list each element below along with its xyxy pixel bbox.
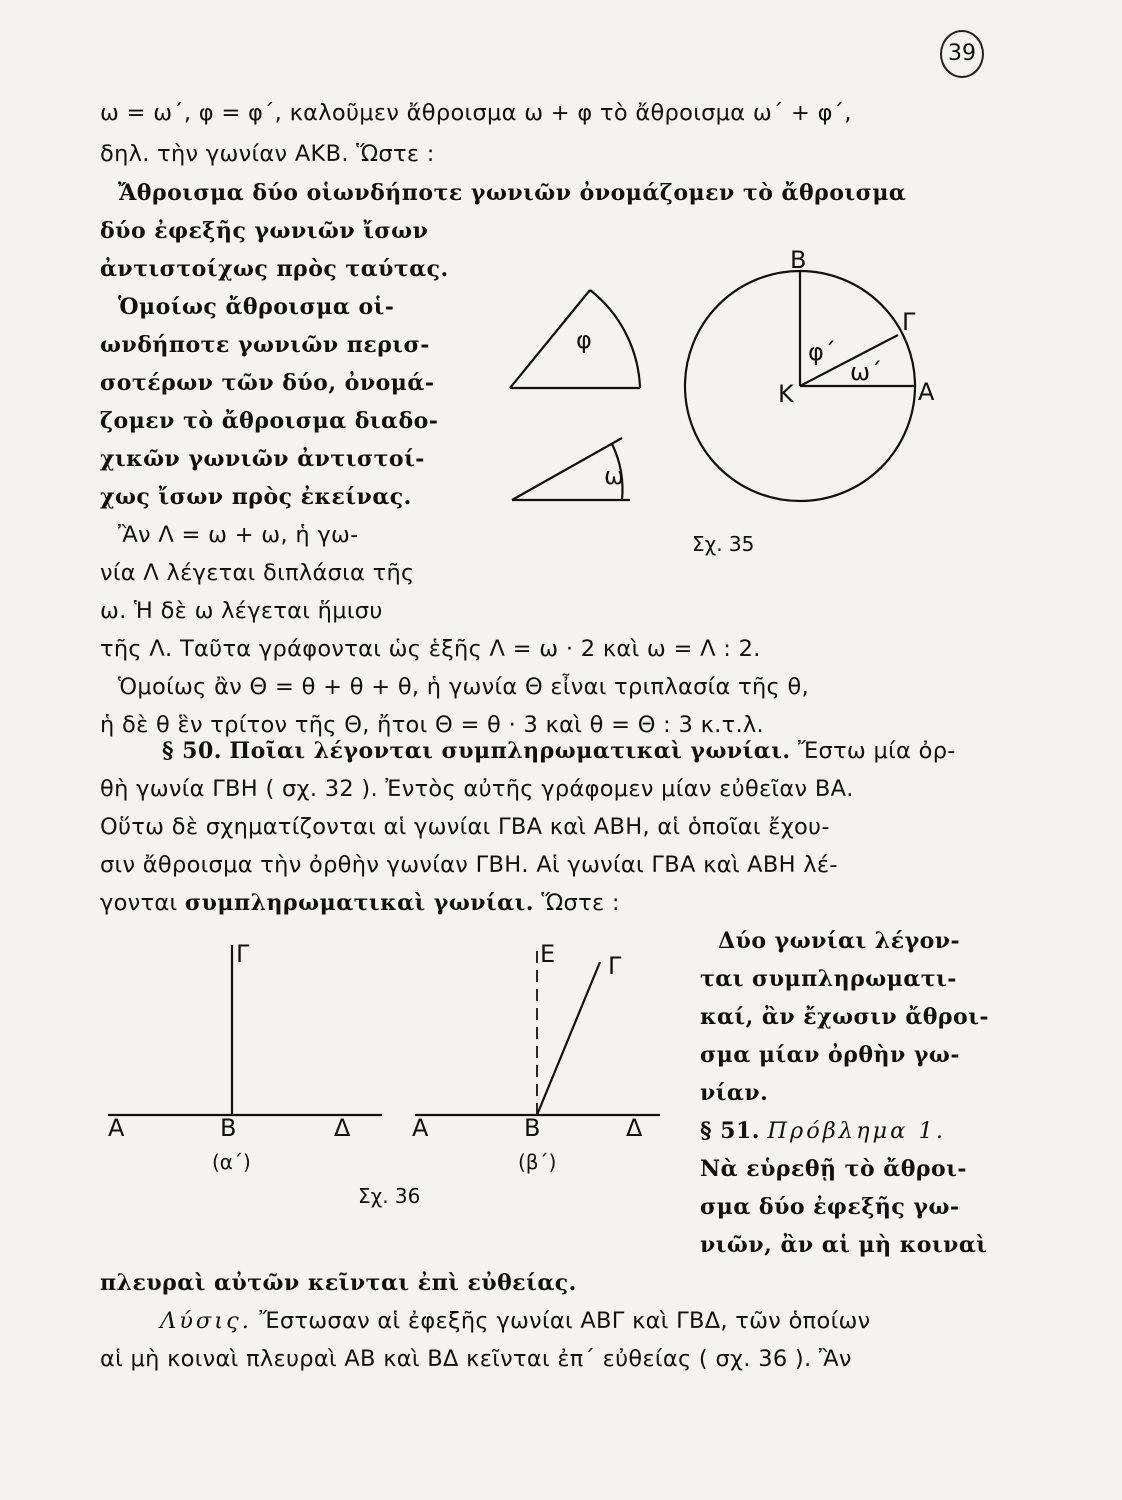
body-text: Ὥστε : <box>541 890 620 916</box>
solution-line: αἱ μὴ κοιναὶ πλευραὶ ΑΒ καὶ ΒΔ κεῖνται ἐπ΄ εὐθείας ( σχ. 36 ). Ἂν <box>100 1346 852 1372</box>
label-phi: φ <box>576 326 592 354</box>
body-line: Οὕτω δὲ σχηματίζονται αἱ γωνίαι ΓΒΑ καὶ ΑΒΗ, αἱ ὁποῖαι ἔχου- <box>100 814 830 840</box>
problem-line: σμα δύο ἐφεξῆς γω- <box>700 1194 960 1220</box>
fig36b-line-BG <box>537 962 600 1115</box>
phi-angle-arc <box>590 290 640 388</box>
definition-line: Ἄθροισμα δύο οἱωνδήποτε γωνιῶν ὀνομάζομεν τὸ ἄθροισμα <box>118 180 907 206</box>
fig36a-label-A: Α <box>108 1114 125 1142</box>
fig36b-label-B: Β <box>524 1114 541 1142</box>
section-title: Ποῖαι λέγονται συμπληρωματικαὶ γωνίαι. <box>229 738 791 764</box>
label-K: Κ <box>778 380 794 408</box>
section-number: § 50. <box>162 738 222 764</box>
section-title: Πρόβλημα 1. <box>767 1118 946 1144</box>
definition-line: ἀντιστοίχως πρὸς ταύτας. <box>100 256 449 282</box>
definition-line: ται συμπληρωματι- <box>700 966 957 992</box>
fig36a-label-D: Δ <box>334 1114 351 1142</box>
label-omega: ω <box>604 462 625 490</box>
intro-line: ω = ω΄, φ = φ΄, καλοῦμεν ἄθροισμα ω + φ τὸ ἄθροισμα ω΄ + φ΄, <box>100 100 852 126</box>
problem-line: πλευραὶ αὐτῶν κεῖνται ἐπὶ εὐθείας. <box>100 1270 577 1296</box>
definition-line: δύο ἐφεξῆς γωνιῶν ἴσων <box>100 218 429 244</box>
intro-line: δηλ. τὴν γωνίαν ΑΚΒ. Ὥστε : <box>100 141 435 167</box>
label-phi-prime: φ΄ <box>808 338 836 366</box>
fig36b-label-G: Γ <box>608 952 622 980</box>
label-omega-prime: ω΄ <box>850 358 883 386</box>
solution-line <box>160 1308 871 1334</box>
problem-line: Νὰ εὑρεθῇ τὸ ἄθροι- <box>700 1156 967 1182</box>
body-line: ω. Ἡ δὲ ω λέγεται ἥμισυ <box>100 598 383 624</box>
body-text: γονται <box>100 890 178 916</box>
page-number: 39 <box>940 30 984 78</box>
fig36a-sub: (α΄) <box>212 1150 251 1174</box>
bold-term: συμπληρωματικαὶ γωνίαι. <box>184 890 534 916</box>
definition-line: Δύο γωνίαι λέγον- <box>718 928 961 954</box>
definition-line: καί, ἂν ἔχωσιν ἄθροι- <box>700 1004 990 1030</box>
definition-line: νίαν. <box>700 1080 769 1106</box>
figure-caption: Σχ. 36 <box>358 1184 421 1208</box>
definition-line: ζομεν τὸ ἄθροισμα διαδο- <box>100 408 439 434</box>
solution-text: Ἔστωσαν αἱ ἐφεξῆς γωνίαι ΑΒΓ καὶ ΓΒΔ, τῶν ὁποίων <box>259 1308 871 1334</box>
section-text: Ἔστω μία ὀρ- <box>798 738 956 764</box>
body-line: σιν ἄθροισμα τὴν ὀρθὴν γωνίαν ΓΒΗ. Αἱ γωνίαι ΓΒΑ καὶ ΑΒΗ λέ- <box>100 852 838 878</box>
section-heading <box>162 738 956 764</box>
fig36b-label-A: Α <box>412 1114 429 1142</box>
section-heading <box>700 1118 946 1144</box>
definition-line: ωνδήποτε γωνιῶν περισ- <box>100 332 430 358</box>
definition-line: σμα μίαν ὀρθὴν γω- <box>700 1042 961 1068</box>
fig36a-label-B: Β <box>220 1114 237 1142</box>
fig36b-label-D: Δ <box>626 1114 643 1142</box>
definition-line: χικῶν γωνιῶν ἀντιστοί- <box>100 446 425 472</box>
problem-line: νιῶν, ἂν αἱ μὴ κοιναὶ <box>700 1232 988 1258</box>
definition-line: χως ἴσων πρὸς ἐκείνας. <box>100 484 412 510</box>
section-number: § 51. <box>700 1118 760 1144</box>
figure-caption: Σχ. 35 <box>692 532 755 556</box>
definition-line: Ὁμοίως ἄθροισμα οἱ- <box>118 294 395 320</box>
body-line: νία Λ λέγεται διπλάσια τῆς <box>100 560 415 586</box>
body-line <box>100 890 620 916</box>
fig36b-sub: (β΄) <box>518 1150 557 1174</box>
body-line: ἡ δὲ θ ἓν τρίτον τῆς Θ, ἤτοι Θ = θ · 3 καὶ θ = Θ : 3 κ.τ.λ. <box>100 712 764 738</box>
label-B: Β <box>790 246 807 274</box>
fig36b-label-E: Ε <box>540 940 556 968</box>
definition-line: σοτέρων τῶν δύο, ὀνομά- <box>100 370 435 396</box>
body-line: Ὁμοίως ἂν Θ = θ + θ + θ, ἡ γωνία Θ εἶναι τριπλασία τῆς θ, <box>118 674 810 700</box>
label-G: Γ <box>902 308 916 336</box>
body-line: Ἂν Λ = ω + ω, ἡ γω- <box>118 522 359 548</box>
label-A: Α <box>918 378 935 406</box>
solution-label: Λύσις. <box>160 1308 252 1334</box>
fig36a-label-G: Γ <box>236 940 250 968</box>
body-line: τῆς Λ. Ταῦτα γράφονται ὡς ἑξῆς Λ = ω · 2 καὶ ω = Λ : 2. <box>100 636 761 662</box>
body-line: θὴ γωνία ΓΒΗ ( σχ. 32 ). Ἐντὸς αὐτῆς γράφομεν μίαν εὐθεῖαν ΒΑ. <box>100 776 854 802</box>
